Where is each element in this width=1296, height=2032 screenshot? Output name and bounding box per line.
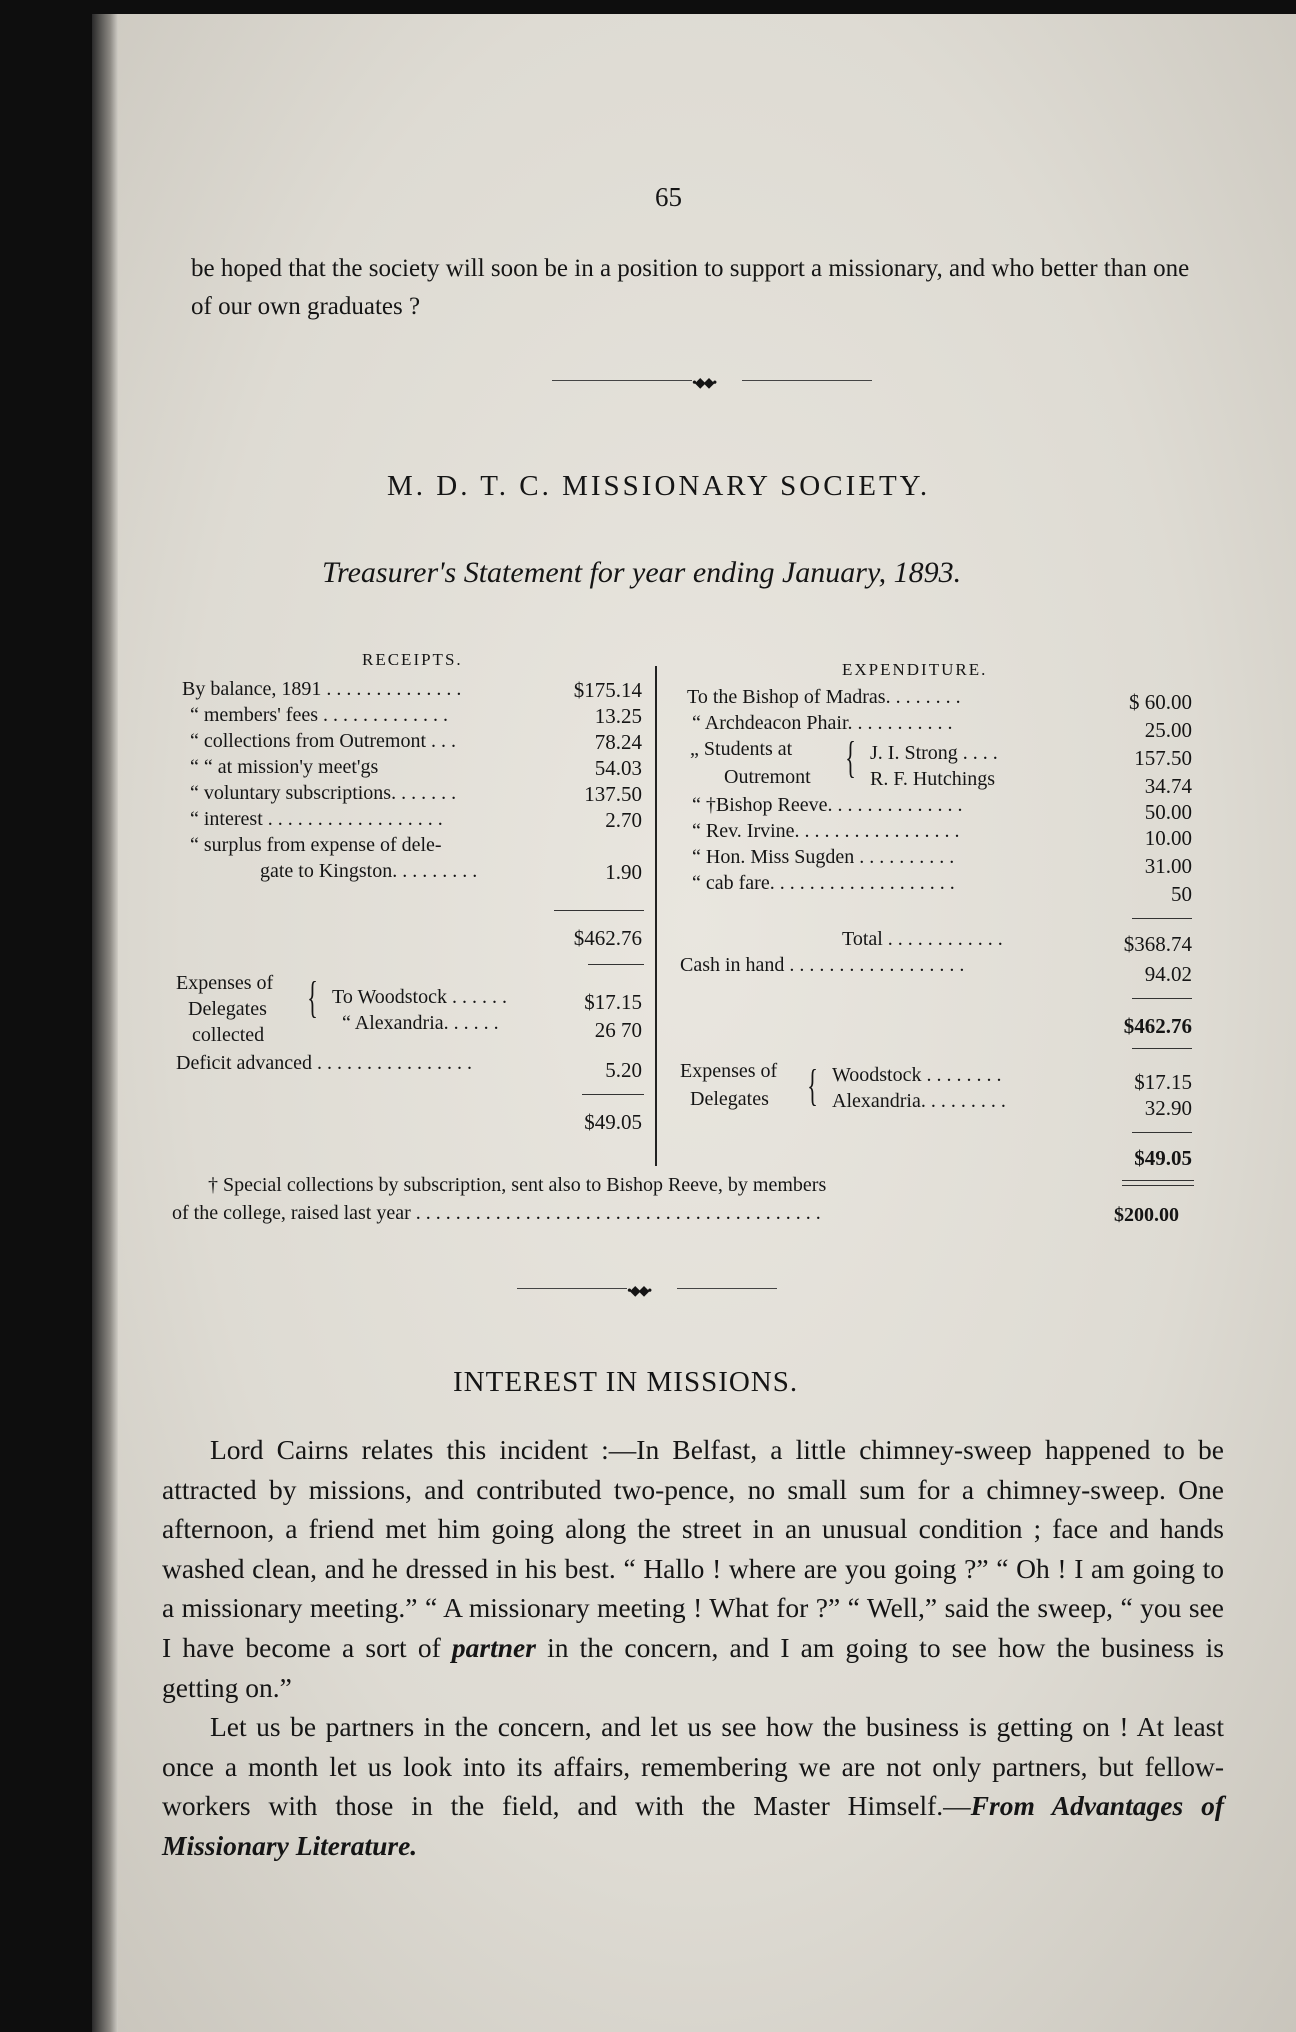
receipts-total: $462.76: [573, 926, 642, 950]
ornament-divider-top: •◆◆•: [552, 378, 872, 384]
expenditure-label-part: Students at: [703, 738, 793, 760]
story-emphasis: partner: [451, 1631, 536, 1663]
expenditure-amount: 50.00: [1144, 800, 1192, 824]
receipt-amount: 1.90: [605, 860, 642, 884]
expenditure-amount: 25.00: [1144, 718, 1192, 742]
receipts-expense-row: To Woodstock . . . . . .: [332, 986, 507, 1008]
receipts-expense-row: “ Alexandria. . . . . .: [342, 1012, 499, 1034]
deficit-amount: 5.20: [605, 1058, 642, 1082]
expenditure-expenses-rule: [1132, 1132, 1192, 1133]
story-paragraph-2: [162, 1707, 1224, 1865]
expenditure-total-label: Total . . . . . . . . . . . .: [842, 928, 1003, 950]
expenditure-heading: EXPENDITURE.: [842, 660, 988, 679]
receipt-amount: 137.50: [584, 782, 642, 806]
interest-heading: INTEREST IN MISSIONS.: [453, 1366, 799, 1398]
cash-in-hand-label: Cash in hand . . . . . . . . . . . . . . . . . .: [680, 954, 965, 976]
receipts-expenses-rule: [582, 1094, 644, 1095]
expenditure-label: “ †Bishop Reeve. . . . . . . . . . . . . .: [692, 794, 963, 816]
story-paragraph-2-text: Let us be partners in the concern, and let us see how the business is getting on ! At least once a month let us look into its affairs, remembering we are not only partners, but fellow-workers with those in the field, and with the Master Himself.—: [162, 1711, 1224, 1822]
page-number: 65: [655, 182, 682, 212]
brace-icon: {: [307, 973, 318, 1022]
expenditure-sum-rule: [1132, 918, 1192, 919]
expenditure-total: $368.74: [1123, 932, 1192, 956]
deficit-label: Deficit advanced . . . . . . . . . . . . . . . .: [176, 1052, 473, 1074]
receipt-label: “ voluntary subscriptions. . . . . . .: [190, 782, 457, 804]
expenditure-cash-rule: [1132, 998, 1192, 999]
expenditure-label: Outremont: [724, 766, 811, 788]
receipts-expense-amount: 26 70: [594, 1018, 642, 1042]
receipts-expenses-label-1: Expenses of: [176, 972, 274, 994]
expenditure-label: “ Hon. Miss Sugden . . . . . . . . . .: [692, 846, 955, 868]
receipt-label: “ members' fees . . . . . . . . . . . . .: [190, 704, 448, 726]
expenditure-expense-row: Woodstock . . . . . . . .: [832, 1064, 1002, 1086]
society-heading: M. D. T. C. MISSIONARY SOCIETY.: [387, 470, 931, 502]
story-paragraph-1-end: in the concern, and I am going to see how the business is getting on.”: [162, 1631, 1225, 1703]
receipts-expenses-label-2: Delegates: [188, 998, 267, 1020]
expenditure-amount: 34.74: [1144, 774, 1192, 798]
story-paragraph-1-text: Lord Cairns relates this incident :—In Belfast, a little chimney-sweep happened to be attracted by missions, and contributed two-pence, no small sum for a chimney-sweep. One afternoon, a friend met him going along the street in an unusual condition ; face and hands washed clean, and he dressed in his best. “ Hallo ! where are you going ?” “ Oh ! I am going to a missionary meeting.” “ A missionary meeting ! What for ?” “ Well,” said the sweep, “ you see I have become a sort of: [162, 1434, 1224, 1663]
expenditure-sublabel: J. I. Strong . . . .: [870, 742, 998, 764]
expenditure-grand-rule: [1132, 1048, 1192, 1049]
expenditure-label: “ Rev. Irvine. . . . . . . . . . . . . . . . .: [692, 820, 960, 842]
intro-paragraph: be hoped that the society will soon be in a position to support a missionary, and who better than one of our own graduates ?: [191, 255, 1190, 320]
expenditure-label: “ Archdeacon Phair. . . . . . . . . . .: [692, 712, 953, 734]
receipt-label: “ collections from Outremont . . .: [190, 730, 457, 752]
receipt-amount: 13.25: [594, 704, 642, 728]
receipts-expenses-total: $49.05: [584, 1110, 642, 1134]
receipt-amount: 2.70: [605, 808, 642, 832]
story-source: From Advantages of Missionary Literature.: [162, 1790, 1224, 1861]
receipts-sum-rule: [554, 910, 644, 911]
expenditure-expense-amount: $17.15: [1134, 1070, 1192, 1094]
expenditure-expense-amount: 32.90: [1144, 1096, 1192, 1120]
expenditure-grand-total: $462.76: [1123, 1014, 1192, 1038]
receipt-label: “ surplus from expense of dele-: [190, 834, 442, 856]
footnote-line-2: of the college, raised last year . . . . . . . . . . . . . . . . . . . . . . . . . . . . . . . . . . . . . . . . .: [172, 1202, 821, 1224]
receipt-label: “ interest . . . . . . . . . . . . . . . . . .: [190, 808, 443, 830]
receipts-expense-amount: $17.15: [584, 990, 642, 1014]
column-divider: [655, 666, 657, 1166]
brace-icon: {: [807, 1061, 818, 1110]
cash-in-hand-amount: 94.02: [1144, 962, 1192, 986]
receipts-expenses-label-3: collected: [192, 1024, 265, 1046]
ornament-divider-middle: •◆◆•: [517, 1286, 777, 1292]
expenditure-amount: 31.00: [1144, 854, 1192, 878]
receipt-label: By balance, 1891 . . . . . . . . . . . . . .: [182, 678, 462, 700]
receipts-heading: RECEIPTS.: [362, 650, 463, 669]
receipt-amount: $175.14: [573, 678, 642, 702]
expenditure-label: “ cab fare. . . . . . . . . . . . . . . . . . .: [692, 872, 955, 894]
expenditure-amount: 157.50: [1134, 746, 1192, 770]
expenditure-expenses-label-2: Delegates: [690, 1088, 769, 1110]
expenditure-amount: $ 60.00: [1129, 690, 1192, 714]
expenditure-expenses-total: $49.05: [1134, 1146, 1192, 1170]
footnote-amount: $200.00: [1114, 1204, 1179, 1226]
book-page: [92, 14, 1296, 2032]
receipt-label: “ “ at mission'y meet'gs: [190, 756, 379, 778]
expenditure-amount: 10.00: [1144, 826, 1192, 850]
statement-heading: Treasurer's Statement for year ending January, 1893.: [322, 556, 962, 589]
expenditure-double-rule-1: [1122, 1180, 1194, 1181]
page-spine-shadow: [92, 14, 118, 2032]
expenditure-label: „ Students at: [690, 738, 793, 760]
receipt-amount: 78.24: [594, 730, 642, 754]
footnote-line-1: † Special collections by subscription, sent also to Bishop Reeve, by members: [208, 1174, 827, 1196]
receipt-label: gate to Kingston. . . . . . . . .: [260, 860, 478, 882]
expenditure-double-rule-2: [1122, 1185, 1194, 1186]
expenditure-expense-row: Alexandria. . . . . . . . .: [832, 1090, 1006, 1112]
expenditure-expenses-label-1: Expenses of: [680, 1060, 778, 1082]
brace-icon: {: [845, 733, 856, 782]
expenditure-sublabel: R. F. Hutchings: [870, 768, 996, 790]
expenditure-amount: 50: [1171, 882, 1192, 906]
expenditure-label: To the Bishop of Madras. . . . . . . .: [687, 686, 961, 708]
story-text: [162, 1430, 1224, 1866]
receipt-amount: 54.03: [594, 756, 642, 780]
receipts-total-rule: [588, 964, 644, 965]
story-paragraph-1: [162, 1430, 1224, 1707]
